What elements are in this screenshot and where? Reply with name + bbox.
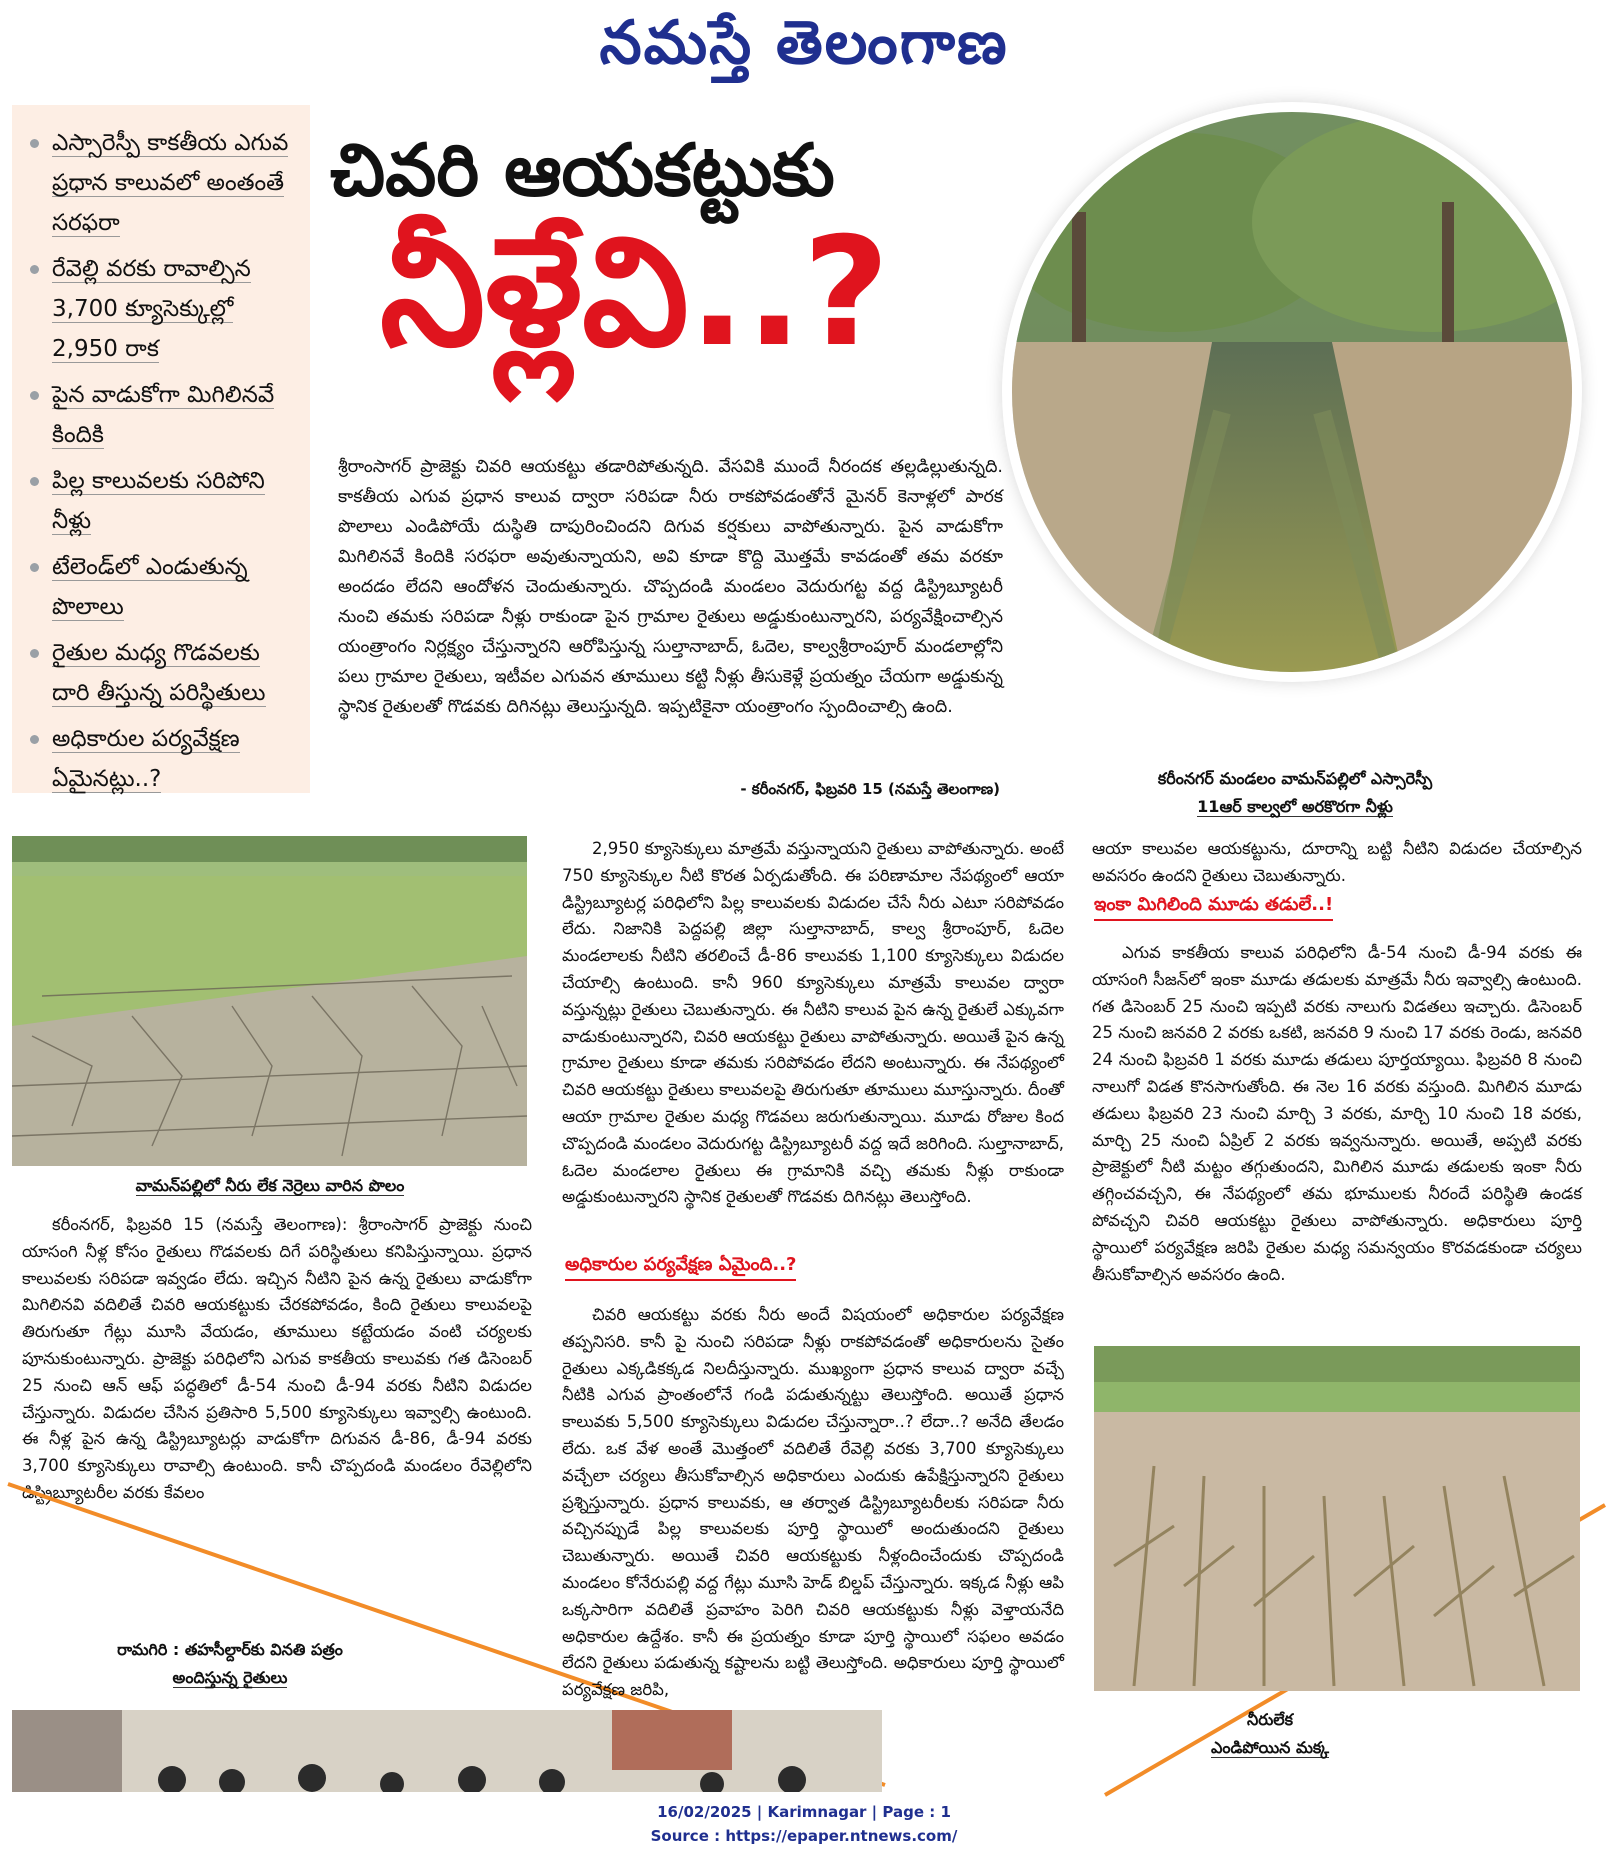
footer-date-edition: 16/02/2025 | Karimnagar | Page : 1 xyxy=(657,1803,951,1821)
page-footer xyxy=(0,1800,1608,1848)
article-column-3b xyxy=(1092,940,1582,1288)
highlight-item: రైతుల మధ్య గొడవలకు దారి తీస్తున్న పరిస్థితులు xyxy=(30,633,300,713)
field-photo-caption: వామన్‌పల్లిలో నీరు లేక నెర్రెలు వారిన పొలం xyxy=(135,1176,405,1195)
highlights-box xyxy=(12,105,310,793)
canal-photo-caption: కరీంనగర్ మండలం వామన్‌పల్లిలో ఎస్సారెస్పీ 11ఆర్ కాల్వలో అరకొరగా నీళ్లు xyxy=(1157,769,1433,816)
maize-photo-caption: నీరులేక ఎండిపోయిన మక్క xyxy=(1210,1710,1329,1757)
highlight-item: పిల్ల కాలువలకు సరిపోని నీళ్లు xyxy=(30,461,300,541)
highlight-item: టేలెండ్‌లో ఎండుతున్న పొలాలు xyxy=(30,547,300,627)
highlight-item: పైన వాడుకోగా మిగిలినవే కిందికి xyxy=(30,375,300,455)
cracked-field-photo xyxy=(12,836,527,1166)
ramagiri-caption: రామగిరి : తహసీల్దార్‌కు వినతి పత్రం అందిస్తున్న రైతులు xyxy=(117,1640,343,1687)
highlights-list xyxy=(12,105,310,799)
article-column-2 xyxy=(562,836,1064,1211)
col1-paragraph: కరీంనగర్, ఫిబ్రవరి 15 (నమస్తే తెలంగాణ): శ్రీరాంసాగర్ ప్రాజెక్టు నుంచి యాసంగి నీళ్ల కోసం రైతులు గొడవలకు దిగే పరిస్థితులు కనిపిస్తున్నాయి. ప్రధాన కాలువలకు సరిపడా ఇవ్వడం లేదు. ఇచ్చిన నీటిని పైన ఉన్న రైతులు వాడుకోగా మిగిలినవి వదిలితే చివరి ఆయకట్టుకు చేరకపోవడం, కింది రైతులు కాలువలపై తిరుగుతూ గేట్లు మూసి వేయడం, తూములు కట్టేయడం వంటి చర్యలకు పూనుకుంటున్నారు. ప్రాజెక్టు పరిధిలోని ఎగువ కాకతీయ కాలువకు గత డిసెంబర్ 25 నుంచి ఆన్ ఆఫ్ పద్ధతిలో డీ-54 నుంచి డీ-94 వరకు నీటిని విడుదల చేస్తున్నారు. విడుదల చేసిన ప్రతిసారి 5,500 క్యూసెక్కులు ఇవ్వాల్సి ఉంటుంది. ఈ నీళ్ల పైన ఉన్న డిస్ట్రిబ్యూటర్లు వాడుకోగా దిగువన డీ-86, డీ-94 వరకు 3,700 క్యూసెక్కులు రావాల్సి ఉంటుంది. కానీ చొప్పదండి మండలం రేవెల్లిలోని డిస్ట్రిబ్యూటరీల వరకు కేవలం xyxy=(22,1215,532,1502)
dried-maize-photo xyxy=(1094,1346,1580,1691)
ramagiri-photo xyxy=(12,1710,882,1792)
col3-paragraph-b: ఎగువ కాకతీయ కాలువ పరిధిలోని డీ-54 నుంచి డీ-94 వరకు ఈ యాసంగి సీజన్‌లో ఇంకా మూడు తడులకు మాత్రమే నీరు ఇవ్వాల్సి ఉంటుంది. గత డిసెంబర్ 25 నుంచి ఇప్పటి వరకు నాలుగు విడతలు ఇచ్చారు. డిసెంబర్ 25 నుంచి జనవరి 2 వరకు ఒకటి, జనవరి 9 నుంచి 17 వరకు రెండు, జనవరి 24 నుంచి ఫిబ్రవరి 1 వరకు మూడు తడులు పూర్తయ్యాయి. ఫిబ్రవరి 8 నుంచి నాలుగో విడత కొనసాగుతోంది. ఈ నెల 16 వరకు వస్తుంది. మిగిలిన మూడు తడులు ఫిబ్రవరి 23 నుంచి మార్చి 3 వరకు, మార్చి 10 నుంచి 18 వరకు, మార్చి 25 నుంచి ఏప్రిల్ 2 వరకు ఇవ్వనున్నారు. అయితే, అప్పటి వరకు ప్రాజెక్టులో నీటి మట్టం తగ్గుతుందని, మిగిలిన మూడు తడులకు ఇంకా నీరు తగ్గించవచ్చని, ఈ నేపథ్యంలో తమ భూములకు నీరందే పరిస్థితి ఉండక పోవచ్చని చివరి ఆయకట్టు రైతులు వాపోతున్నారు. అధికారులు పూర్తి స్థాయిలో పర్యవేక్షణ జరిపి రైతుల మధ్య సమన్వయం కొరవడకుండా చర్యలు తీసుకోవాల్సిన అవసరం ఉంది. xyxy=(1092,943,1582,1284)
canal-photo xyxy=(1012,112,1572,672)
article-column-3 xyxy=(1092,836,1582,890)
article-column-1 xyxy=(22,1212,532,1507)
col3-paragraph-a: ఆయా కాలువల ఆయకట్టును, దూరాన్ని బట్టి నీటిని విడుదల చేయాల్సిన అవసరం ఉందని రైతులు చెబుతున్నారు. xyxy=(1092,839,1582,885)
col2-paragraph-a: 2,950 క్యూసెక్కులు మాత్రమే వస్తున్నాయని రైతులు వాపోతున్నారు. అంటే 750 క్యూసెక్కుల నీటి కొరత ఏర్పడుతోంది. ఈ పరిణామాల నేపథ్యంలో ఆయా డిస్ట్రిబ్యూటర్ల పరిధిలోని పిల్ల కాలువలకు విడుదల చేసే నీరు ఎటూ సరిపోవడం లేదు. నిజానికి పెద్దపల్లి జిల్లా సుల్తానాబాద్, కాల్వ శ్రీరాంపూర్, ఓదెల మండలాలకు నీటిని తరలించే డీ-86 కాలువకు 1,100 క్యూసెక్కులు విడుదల చేయాల్సి ఉంటుంది. కానీ 960 క్యూసెక్కులు మాత్రమే కాలువల ద్వారా వస్తున్నట్లు రైతులు చెబుతున్నారు. ఈ నీటిని కాలువ పైన ఉన్న రైతులే ఎక్కువగా వాడుకుంటున్నారని, చివరి ఆయకట్టు రైతులు వాపోతున్నారు. అయితే పైన ఉన్న గ్రామాల రైతులు కూడా తమకు సరిపోవడం లేదని అంటున్నారు. ఈ నేపథ్యంలో చివరి ఆయకట్టు రైతులు కాలువలపై తిరుగుతూ తూములు మూస్తున్నారు. దీంతో ఆయా గ్రామాల రైతుల మధ్య గొడవలు జరుగుతున్నాయి. మూడు రోజుల కింద చొప్పదండి మండలం వెదురుగట్ట డిస్ట్రిబ్యూటరీ వద్ద ఇదే జరిగింది. సుల్తానాబాద్, ఓదెల మండలాల రైతులు ఈ గ్రామానికి వచ్చి తమకు నీళ్లు రాకుండా అడ్డుకుంటున్నారని స్థానిక రైతులతో గొడవకు దిగినట్లు తెలుస్తోంది. xyxy=(562,839,1064,1207)
headline-line1: చివరి ఆయకట్టుకు xyxy=(330,128,835,212)
highlight-item: ఎస్సారెస్పీ కాకతీయ ఎగువ ప్రధాన కాలువలో అంతంతే సరఫరా xyxy=(30,123,300,243)
footer-source: Source : https://epaper.ntnews.com/ xyxy=(650,1827,958,1845)
canal-photo-image xyxy=(1012,112,1572,672)
headline-line2: నీళ్లేవి..? xyxy=(380,206,890,380)
subheading-three-wettings: ఇంకా మిగిలింది మూడు తడులే..! xyxy=(1094,894,1333,921)
highlight-item: అధికారుల పర్యవేక్షణ ఏమైనట్లు..? xyxy=(30,719,300,799)
col2-paragraph-b: చివరి ఆయకట్టు వరకు నీరు అందే విషయంలో అధికారుల పర్యవేక్షణ తప్పనిసరి. కానీ పై నుంచి సరిపడా నీళ్లు రాకపోవడంతో అధికారులను సైతం రైతులు ఎక్కడికక్కడ నిలదీస్తున్నారు. ముఖ్యంగా ప్రధాన కాలువ ద్వారా వచ్చే నీటికి ఎగువ ప్రాంతంలోనే గండి పడుతున్నట్టు తెలుస్తోంది. అయితే ప్రధాన కాలువకు 5,500 క్యూసెక్కులు విడుదల చేస్తున్నారా..? లేదా..? అనేది తేలడం లేదు. ఒక వేళ అంతే మొత్తంలో వదిలితే రేవెల్లి వరకు 3,700 క్యూసెక్కులు వచ్చేలా చర్యలు తీసుకోవాల్సిన అధికారులు ఎందుకు ఉపేక్షిస్తున్నారని రైతులు ప్రశ్నిస్తున్నారు. ప్రధాన కాలువకు, ఆ తర్వాత డిస్ట్రిబ్యూటరీలకు సరిపడా నీరు వచ్చినప్పుడే పిల్ల కాలువలకు పూర్తి స్థాయిలో అందుతుందని రైతులు చెబుతున్నారు. అయితే చివరి ఆయకట్టుకు నీళ్లందించేందుకు చొప్పదండి మండలం కోనేరుపల్లి వద్ద గేట్లు మూసి హెడ్ బిల్డప్ చేస్తున్నారు. ఇక్కడ నీళ్లు ఆపి ఒక్కసారిగా వదిలితే ప్రవాహం పెరిగి చివరి ఆయకట్టుకు నీళ్లు వెళ్తాయనేది అధికారుల ఉద్దేశం. కానీ ఈ ప్రయత్నం కూడా పూర్తి స్థాయిలో సఫలం అవడం లేదని రైతులు పడుతున్న కష్టాలను బట్టి తెలుస్తోంది. అధికారులు పూర్తి స్థాయిలో పర్యవేక్షణ జరిపి, xyxy=(562,1305,1064,1700)
subheading-officials: అధికారుల పర్యవేక్షణ ఏమైంది..? xyxy=(565,1254,796,1281)
masthead-logo: నమస్తే తెలంగాణ xyxy=(599,8,1009,78)
article-column-2b xyxy=(562,1302,1064,1704)
highlight-item: రేవెల్లి వరకు రావాల్సిన 3,700 క్యూసెక్కుల్లో 2,950 రాక xyxy=(30,249,300,369)
lead-text: శ్రీరాంసాగర్ ప్రాజెక్టు చివరి ఆయకట్టు తడారిపోతున్నది. వేసవికి ముందే నీరందక తల్లడిల్లుతున్నది. కాకతీయ ఎగువ ప్రధాన కాలువ ద్వారా సరిపడా నీరు రాకపోవడంతోనే మైనర్ కెనాళ్లలో పారక పొలాలు ఎండిపోయే దుస్థితి దాపురించిందని దిగువ కర్షకులు వాపోతున్నారు. పైన వాడుకోగా మిగిలినవే కిందికి సరఫరా అవుతున్నాయని, అవి కూడా కొద్ది మొత్తమే కావడంతో తమ వరకూ అందడం లేదని ఆందోళన చెందుతున్నారు. చొప్పదండి మండలం వెదురుగట్ట వద్ద డిస్ట్రిబ్యూటరీ నుంచి తమకు సరిపడా నీళ్లు రాకుండా పైన గ్రామాల రైతులు అడ్డుకుంటున్నారని, పర్యవేక్షించాల్సిన యంత్రాంగం నిర్లక్ష్యం చేస్తున్నారని ఆరోపిస్తున్న సుల్తానాబాద్, ఓదెల, కాల్వశ్రీరాంపూర్ మండలాల్లోని పలు గ్రామాల రైతులు, ఇటీవల ఎగువన తూములు కట్టి నీళ్లు తీసుకెళ్లే ప్రయత్నం చేయగా అడ్డుకున్న స్థానిక రైతులతో గొడవకు దిగినట్లు తెలుస్తున్నది. ఇప్పటికైనా యంత్రాంగం స్పందించాల్సి ఉంది. xyxy=(338,457,1003,717)
lead-byline: - కరీంనగర్, ఫిబ్రవరి 15 (నమస్తే తెలంగాణ) xyxy=(740,780,1000,798)
lead-paragraph xyxy=(338,452,1003,722)
